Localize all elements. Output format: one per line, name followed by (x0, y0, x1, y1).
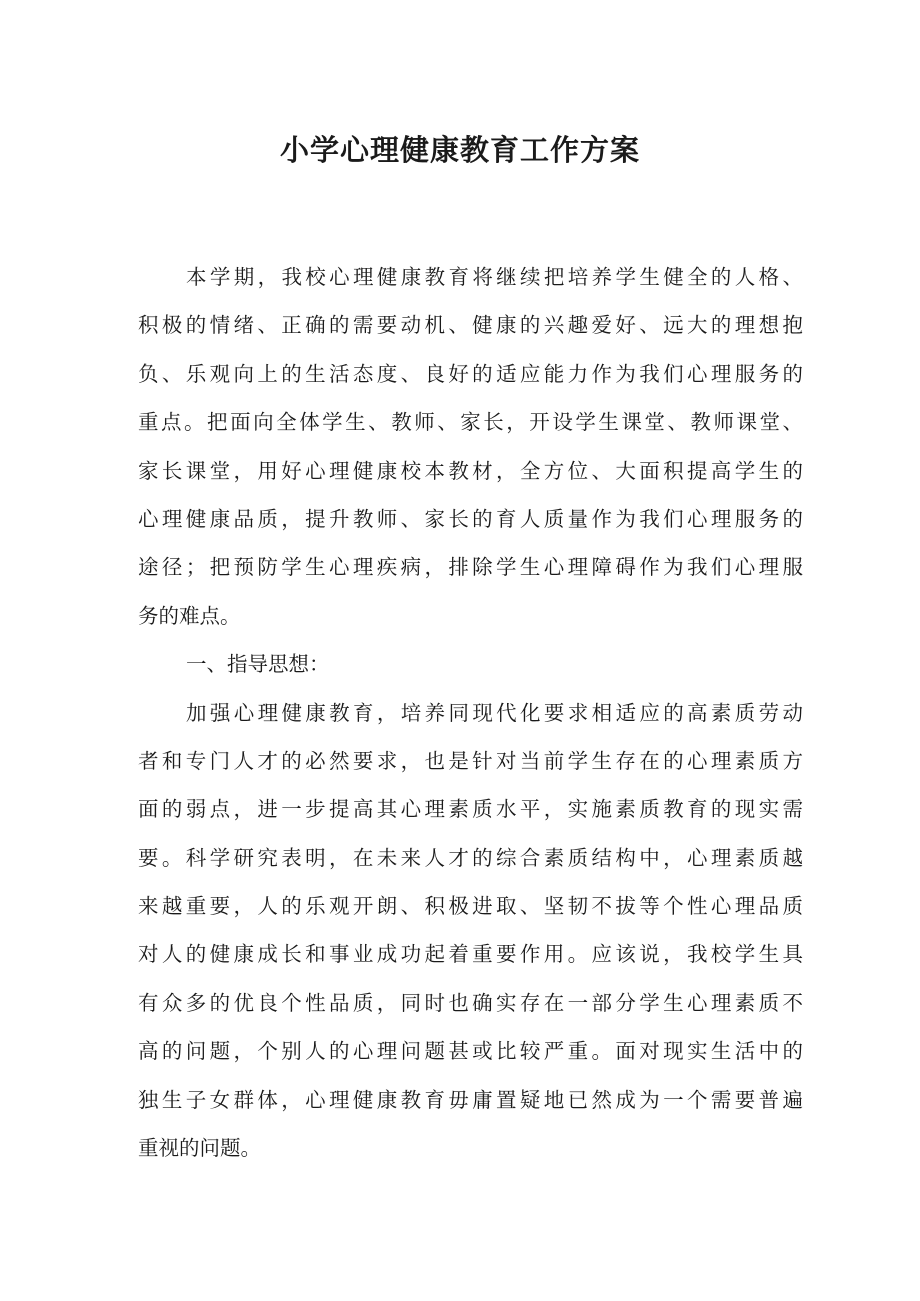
text-line: 心理健康品质，提升教师、家长的育人质量作为我们心理服务的 (138, 506, 803, 531)
text-line: 高的问题，个别人的心理问题甚或比较严重。面对现实生活中的 (138, 1039, 803, 1064)
text-line: 务的难点。 (138, 603, 241, 628)
text-line: 本学期，我校心理健康教育将继续把培养学生健全的人格、 (186, 265, 803, 289)
text-line: 者和专门人才的必然要求，也是针对当前学生存在的心理素质方 (138, 748, 803, 773)
text-line: 有众多的优良个性品质，同时也确实存在一部分学生心理素质不 (138, 990, 803, 1015)
text-line: 要。科学研究表明，在未来人才的综合素质结构中，心理素质越 (138, 845, 803, 870)
text-line: 对人的健康成长和事业成功起着重要作用。应该说，我校学生具 (138, 942, 803, 967)
section-heading: 一、指导思想： (186, 652, 330, 677)
document-body (138, 253, 803, 1172)
text-line: 来越重要，人的乐观开朗、积极进取、坚韧不拔等个性心理品质 (138, 894, 803, 919)
paragraph-guiding-ideology (138, 689, 803, 1173)
text-line: 积极的情绪、正确的需要动机、健康的兴趣爱好、远大的理想抱 (138, 313, 803, 338)
paragraph-intro (138, 253, 803, 640)
text-line: 重视的问题。 (138, 1136, 261, 1161)
text-line: 途径；把预防学生心理疾病，排除学生心理障碍作为我们心理服 (138, 555, 803, 580)
text-line: 面的弱点，进一步提高其心理素质水平，实施素质教育的现实需 (138, 797, 803, 822)
text-line: 重点。把面向全体学生、教师、家长，开设学生课堂、教师课堂、 (138, 410, 803, 435)
text-line: 家长课堂，用好心理健康校本教材，全方位、大面积提高学生的 (138, 458, 803, 483)
section-heading-guiding-ideology (138, 640, 803, 688)
document-title: 小学心理健康教育工作方案 (279, 133, 640, 167)
text-line: 独生子女群体，心理健康教育毋庸置疑地已然成为一个需要普遍 (138, 1087, 803, 1112)
text-line: 负、乐观向上的生活态度、良好的适应能力作为我们心理服务的 (138, 361, 803, 386)
text-line: 加强心理健康教育，培养同现代化要求相适应的高素质劳动 (186, 700, 803, 725)
